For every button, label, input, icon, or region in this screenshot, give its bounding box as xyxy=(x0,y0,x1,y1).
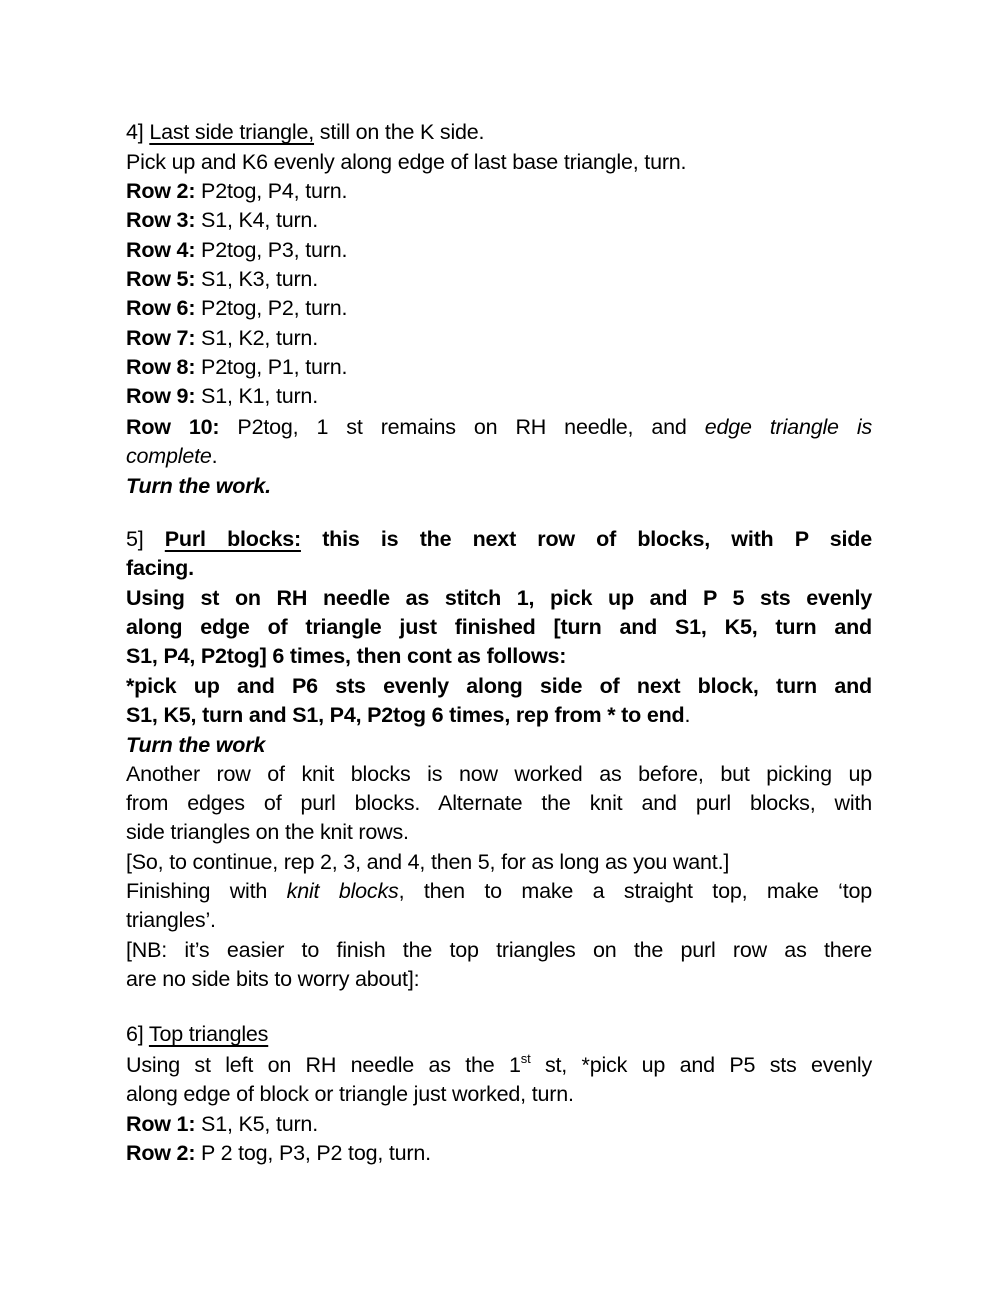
text-line xyxy=(126,207,872,233)
text-segment: Finishing with xyxy=(126,879,287,903)
text-line xyxy=(126,473,872,499)
text-line xyxy=(126,761,872,787)
text-line xyxy=(126,907,872,933)
text-segment: S1, K5, turn and S1, P4, P2tog 6 times, rep from * to end xyxy=(126,703,685,727)
text-segment: 5] xyxy=(126,527,165,551)
text-segment: edge triangle is xyxy=(704,415,872,439)
text-line xyxy=(126,673,872,699)
text-line xyxy=(126,526,872,552)
text-segment: along edge of triangle just finished [turn and S1, K5, turn and xyxy=(126,615,872,639)
text-segment: *pick up and P6 sts evenly along side of next block, turn and xyxy=(126,674,872,698)
text-line xyxy=(126,702,872,728)
text-segment: Using st on RH needle as stitch 1, pick up and P 5 sts evenly xyxy=(126,586,872,610)
text-segment: Pick up and K6 evenly along edge of last base triangle, turn. xyxy=(126,150,687,174)
text-segment: 6] xyxy=(126,1022,149,1046)
text-line xyxy=(126,1081,872,1107)
text-segment: Row 9: xyxy=(126,384,196,408)
text-segment: Row 4: xyxy=(126,238,196,262)
text-line xyxy=(126,1140,872,1166)
text-segment: [So, to continue, rep 2, 3, and 4, then 5, for as long as you want.] xyxy=(126,850,730,874)
text-line xyxy=(126,178,872,204)
text-segment: Turn the work. xyxy=(126,474,271,498)
text-segment: . xyxy=(684,703,691,727)
text-segment: triangles’. xyxy=(126,908,216,932)
text-segment: complete xyxy=(126,444,212,468)
text-segment: facing. xyxy=(126,556,194,580)
text-segment: P2tog, P2, turn. xyxy=(195,296,348,320)
text-line xyxy=(126,937,872,963)
text-line xyxy=(126,732,872,758)
text-segment: Row 6: xyxy=(126,296,196,320)
text-line xyxy=(126,325,872,351)
text-line xyxy=(126,266,872,292)
text-line xyxy=(126,119,872,145)
text-segment: Row 3: xyxy=(126,208,196,232)
text-line xyxy=(126,966,872,992)
text-segment: Row 8: xyxy=(126,355,196,379)
text-segment: are no side bits to worry about]: xyxy=(126,967,420,991)
text-segment: S1, K5, turn. xyxy=(195,1112,318,1136)
text-segment: Row 10: xyxy=(126,415,220,439)
text-segment: Row 5: xyxy=(126,267,196,291)
text-line xyxy=(126,414,872,440)
text-segment: Row 7: xyxy=(126,326,196,350)
text-line xyxy=(126,614,872,640)
text-segment: S1, K4, turn. xyxy=(195,208,318,232)
text-segment: S1, K2, turn. xyxy=(195,326,318,350)
text-segment: S1, K1, turn. xyxy=(195,384,318,408)
text-segment: P 2 tog, P3, P2 tog, turn. xyxy=(195,1141,431,1165)
text-line xyxy=(126,383,872,409)
text-line xyxy=(126,849,872,875)
text-segment: this is the next row of blocks, with P side xyxy=(300,527,872,551)
text-segment: still on the K side. xyxy=(314,120,485,144)
text-segment: P2tog, 1 st remains on RH needle, and xyxy=(219,415,705,439)
text-line xyxy=(126,354,872,380)
text-segment: Last side triangle, xyxy=(149,120,315,144)
text-segment: Top triangles xyxy=(148,1022,269,1046)
text-line xyxy=(126,555,872,581)
text-segment: knit blocks xyxy=(286,879,399,903)
text-line xyxy=(126,1111,872,1137)
text-segment: 4] xyxy=(126,120,150,144)
text-line xyxy=(126,1052,872,1078)
text-segment: Row 2: xyxy=(126,179,196,203)
text-line xyxy=(126,149,872,175)
text-segment: Using st left on RH needle as the 1 xyxy=(126,1053,521,1077)
text-line xyxy=(126,819,872,845)
text-line xyxy=(126,1021,872,1047)
text-segment: P2tog, P1, turn. xyxy=(195,355,348,379)
text-segment: [NB: it’s easier to finish the top triangles on the purl row as there xyxy=(126,938,872,962)
text-line xyxy=(126,878,872,904)
text-segment: S1, K3, turn. xyxy=(195,267,318,291)
text-line xyxy=(126,237,872,263)
text-segment: P2tog, P3, turn. xyxy=(195,238,348,262)
text-segment: P2tog, P4, turn. xyxy=(195,179,348,203)
text-line xyxy=(126,790,872,816)
text-line xyxy=(126,443,872,469)
text-segment: along edge of block or triangle just worked, turn. xyxy=(126,1082,574,1106)
text-line xyxy=(126,585,872,611)
text-segment: st xyxy=(520,1051,531,1066)
text-segment: Row 2: xyxy=(126,1141,196,1165)
text-segment: Purl blocks: xyxy=(164,527,301,551)
text-segment: S1, P4, P2tog] 6 times, then cont as follows: xyxy=(126,644,567,668)
text-line xyxy=(126,295,872,321)
text-segment: . xyxy=(211,444,218,468)
text-segment: from edges of purl blocks. Alternate the knit and purl blocks, with xyxy=(126,791,872,815)
text-segment: Another row of knit blocks is now worked as before, but picking up xyxy=(126,762,872,786)
text-segment: side triangles on the knit rows. xyxy=(126,820,409,844)
text-segment: st, *pick up and P5 sts evenly xyxy=(530,1053,872,1077)
text-segment: Row 1: xyxy=(126,1112,196,1136)
text-line xyxy=(126,643,872,669)
text-segment: Turn the work xyxy=(126,733,266,757)
text-segment: , then to make a straight top, make ‘top xyxy=(398,879,872,903)
